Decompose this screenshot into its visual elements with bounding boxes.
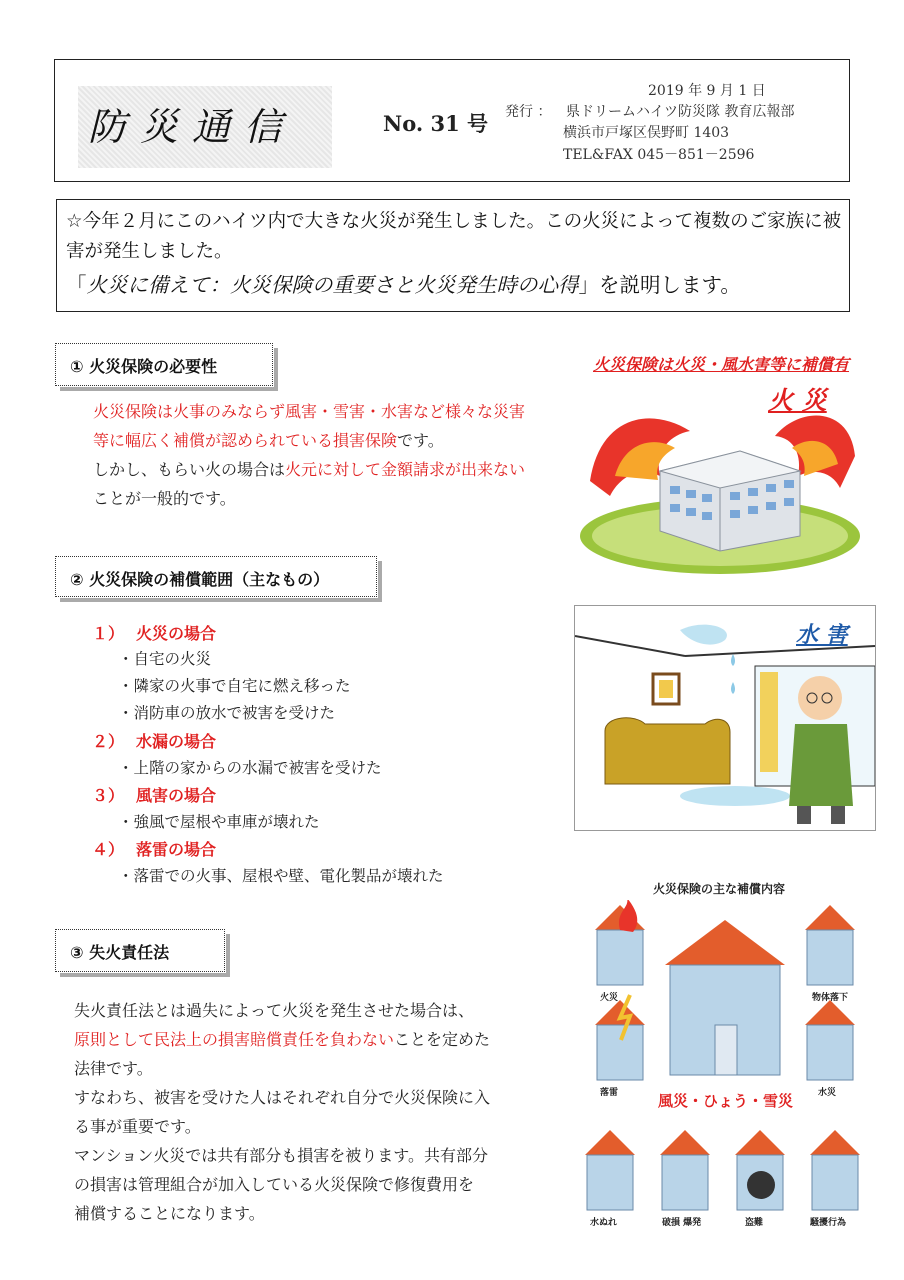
section3-line: マンション火災では共有部分も損害を被ります。共有部分 [74, 1146, 489, 1165]
water-drop [731, 682, 735, 694]
coverage-label: 水災 [818, 1088, 837, 1098]
coverage-label: 火災 [600, 993, 619, 1003]
section1-tail: です。 [397, 431, 444, 450]
section1-p2-highlight: 火元に対して金額請求が出来ない [285, 460, 526, 479]
coverage-center-label: 風災・ひょう・雪災 [658, 1092, 794, 1110]
group4-label: 落雷の場合 [136, 840, 217, 859]
section3-body [74, 996, 544, 1228]
section3-line: 失火責任法とは過失によって火災を発生させた場合は、 [74, 1001, 475, 1020]
coverage-label: 盗難 [745, 1218, 764, 1228]
house-icon [585, 1130, 635, 1210]
section1-highlight: 火災保険は火事のみならず風害・雪害・水害など様々な災害等に幅広く補償が認められている損害保険 [93, 402, 526, 450]
large-house-icon [665, 920, 785, 1075]
house-icon [595, 1000, 645, 1080]
publisher: 県ドリームハイツ防災隊 教育広報部 [566, 104, 795, 120]
section3-title: ③ 失火責任法 [70, 943, 170, 962]
publisher-label: 発行 ： [505, 104, 552, 120]
group2-num: ２） [92, 732, 125, 751]
house-icon [805, 1000, 855, 1080]
intro-text: ☆今年２月にこのハイツ内で大きな火災が発生しました。この火災によって複数のご家族に被害が発生しました。 [66, 211, 842, 262]
water-drop [731, 654, 735, 666]
section3-line: 法律です。 [74, 1059, 153, 1078]
man-leg [797, 806, 811, 824]
house-icon [805, 905, 855, 985]
section1-body [93, 397, 533, 513]
section2-title: ② 火災保険の補償範囲（主なもの） [70, 570, 330, 589]
group1-num: １） [92, 624, 125, 643]
thief-icon [747, 1171, 775, 1199]
section3-line [74, 1025, 544, 1054]
list-item: ・消防車の放水で被害を受けた [118, 704, 336, 722]
section3-line: る事が重要です。 [74, 1117, 201, 1136]
list-item: ・上階の家からの水漏で被害を受けた [118, 759, 382, 777]
man-leg [831, 806, 845, 824]
group2-label: 水漏の場合 [136, 732, 217, 751]
section1-p2-head: しかし、もらい火の場合は [93, 460, 286, 479]
section2-header [55, 556, 377, 597]
group1-label: 火災の場合 [136, 624, 217, 643]
section3-line: の損害は管理組合が加入している火災保険で修復費用を [74, 1175, 475, 1194]
group3-label: 風害の場合 [136, 786, 217, 805]
fire-icon [619, 900, 637, 932]
issue-number: No. 31 号 [383, 111, 488, 136]
coverage-label: 破損 爆発 [662, 1218, 702, 1228]
list-item: ・落雷での火事、屋根や壁、電化製品が壊れた [118, 867, 444, 885]
group3-num: ３） [92, 786, 125, 805]
section3-header [55, 929, 225, 972]
ceiling-line [575, 636, 685, 656]
coverage-label: 落雷 [600, 1088, 619, 1098]
list-item: ・自宅の火災 [118, 650, 212, 668]
ceiling-leak-stain [680, 625, 727, 645]
address: 横浜市戸塚区俣野町 1403 [563, 125, 730, 141]
section3-line: すなわち、被害を受けた人はそれぞれ自分で火災保険に入 [74, 1088, 491, 1107]
group4-num: ４） [92, 840, 125, 859]
newsletter-title: 防災通信 [88, 105, 297, 149]
coverage-label: 騒擾行為 [810, 1218, 847, 1228]
coverage-title: 火災保険の主な補償内容 [653, 882, 786, 896]
section1-p2-tail: ことが一般的です。 [93, 489, 236, 508]
man-head [798, 676, 842, 720]
group2-heading [92, 729, 216, 752]
issue-date: 2019 年 9 月 1 日 [648, 83, 766, 99]
list-item: ・強風で屋根や車庫が壊れた [118, 813, 320, 831]
coverage-label: 物体落下 [812, 993, 849, 1003]
fire-caption: 火災保険は火災・風水害等に補償有 [593, 355, 850, 374]
tel-fax: TEL&FAX 045－851－2596 [563, 147, 755, 163]
fire-label: 火 災 [768, 386, 827, 415]
headline-tail: 」を説明します。 [578, 273, 741, 297]
house-icon [810, 1130, 860, 1210]
group3-heading [92, 783, 216, 806]
section1-title: ① 火災保険の必要性 [70, 357, 218, 376]
intro-headline [66, 268, 842, 298]
coverage-label: 水ぬれ [590, 1218, 618, 1228]
group4-heading [92, 837, 216, 860]
group1-heading [92, 621, 216, 644]
picture [659, 680, 673, 698]
man-body [789, 724, 853, 806]
quote-open: 「 [66, 273, 87, 297]
curtain [760, 672, 778, 772]
headline-emphasis: 火災に備えて：火災保険の重要さと火災発生時の心得 [86, 273, 579, 297]
house-icon [660, 1130, 710, 1210]
floor-puddle [680, 786, 790, 806]
section3-line: 補償することになります。 [74, 1204, 265, 1223]
list-item: ・隣家の火事で自宅に燃え移った [118, 677, 351, 695]
section3-highlight: 原則として民法上の損害賠償責任を負わない [74, 1030, 395, 1049]
coverage-illustration [575, 900, 875, 1245]
sofa [605, 718, 730, 784]
water-label: 水 害 [796, 623, 848, 648]
section1-header [55, 343, 273, 386]
section3-line-tail: ことを定めた [394, 1030, 491, 1049]
